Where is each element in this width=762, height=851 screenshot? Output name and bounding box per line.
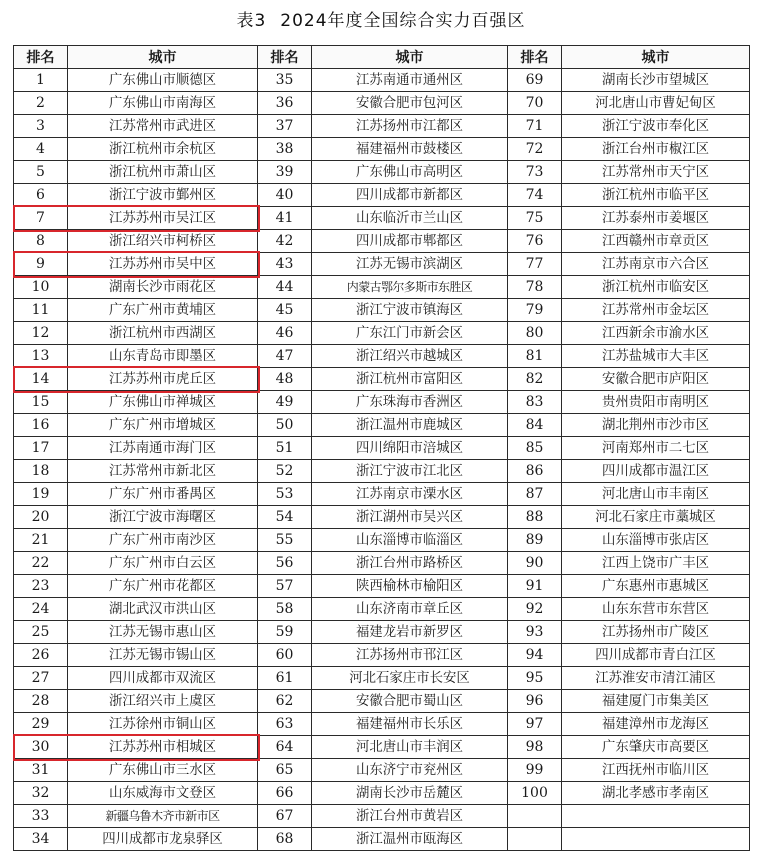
rank-cell: 48 (258, 368, 312, 391)
table-title (0, 6, 762, 36)
city-cell: 山东淄博市临淄区 (312, 529, 508, 552)
rank-cell: 99 (508, 759, 562, 782)
city-cell: 广东广州市南沙区 (68, 529, 258, 552)
rank-cell: 68 (258, 828, 312, 851)
rank-cell: 59 (258, 621, 312, 644)
rank-cell: 17 (14, 437, 68, 460)
city-cell: 湖北荆州市沙市区 (562, 414, 750, 437)
city-cell: 江苏常州市武进区 (68, 115, 258, 138)
rank-cell: 44 (258, 276, 312, 299)
rank-header: 排名 (508, 46, 562, 69)
rank-cell: 84 (508, 414, 562, 437)
city-cell: 福建厦门市集美区 (562, 690, 750, 713)
rank-cell: 19 (14, 483, 68, 506)
rank-cell: 24 (14, 598, 68, 621)
table-row (14, 69, 750, 92)
city-cell: 江西新余市渝水区 (562, 322, 750, 345)
table-row (14, 345, 750, 368)
city-cell: 江苏南京市溧水区 (312, 483, 508, 506)
rank-cell: 74 (508, 184, 562, 207)
rank-cell: 54 (258, 506, 312, 529)
city-cell: 江苏扬州市邗江区 (312, 644, 508, 667)
rank-cell: 53 (258, 483, 312, 506)
table-row (14, 483, 750, 506)
rank-cell: 16 (14, 414, 68, 437)
rank-cell: 39 (258, 161, 312, 184)
city-cell: 福建福州市长乐区 (312, 713, 508, 736)
rank-cell: 77 (508, 253, 562, 276)
city-cell: 山东临沂市兰山区 (312, 207, 508, 230)
rank-cell: 28 (14, 690, 68, 713)
rank-cell: 92 (508, 598, 562, 621)
rank-cell: 11 (14, 299, 68, 322)
city-cell: 江苏常州市新北区 (68, 460, 258, 483)
city-cell: 山东威海市文登区 (68, 782, 258, 805)
city-cell: 浙江绍兴市上虞区 (68, 690, 258, 713)
city-cell: 河北石家庄市藁城区 (562, 506, 750, 529)
rank-cell: 75 (508, 207, 562, 230)
city-cell: 河北唐山市曹妃甸区 (562, 92, 750, 115)
city-cell: 江苏常州市金坛区 (562, 299, 750, 322)
table-row (14, 575, 750, 598)
rank-cell: 85 (508, 437, 562, 460)
rank-cell: 14 (14, 368, 68, 391)
rank-cell: 2 (14, 92, 68, 115)
city-cell: 浙江杭州市临平区 (562, 184, 750, 207)
city-cell: 江苏苏州市虎丘区 (68, 368, 258, 391)
city-cell: 江苏无锡市惠山区 (68, 621, 258, 644)
city-cell: 广东广州市白云区 (68, 552, 258, 575)
city-cell: 广东佛山市禅城区 (68, 391, 258, 414)
rank-cell: 100 (508, 782, 562, 805)
table-row (14, 621, 750, 644)
city-cell: 广东广州市番禺区 (68, 483, 258, 506)
city-cell: 江西上饶市广丰区 (562, 552, 750, 575)
city-cell: 浙江温州市瓯海区 (312, 828, 508, 851)
rank-cell: 42 (258, 230, 312, 253)
empty-cell (562, 828, 750, 851)
rank-cell: 45 (258, 299, 312, 322)
table-row (14, 138, 750, 161)
city-cell: 江西赣州市章贡区 (562, 230, 750, 253)
rank-cell: 61 (258, 667, 312, 690)
city-cell: 湖北武汉市洪山区 (68, 598, 258, 621)
city-cell: 江苏徐州市铜山区 (68, 713, 258, 736)
rank-cell: 97 (508, 713, 562, 736)
rank-cell: 37 (258, 115, 312, 138)
rank-cell: 52 (258, 460, 312, 483)
rank-cell: 23 (14, 575, 68, 598)
table-row (14, 230, 750, 253)
rank-cell: 40 (258, 184, 312, 207)
table-row (14, 644, 750, 667)
city-cell: 浙江湖州市吴兴区 (312, 506, 508, 529)
table-header-row (14, 46, 750, 69)
table-row (14, 736, 750, 759)
rank-cell: 8 (14, 230, 68, 253)
city-header: 城市 (68, 46, 258, 69)
table-row (14, 414, 750, 437)
city-cell: 江苏无锡市滨湖区 (312, 253, 508, 276)
city-cell: 四川成都市双流区 (68, 667, 258, 690)
rank-cell: 32 (14, 782, 68, 805)
rank-cell: 81 (508, 345, 562, 368)
rank-cell: 15 (14, 391, 68, 414)
city-cell: 广东广州市花都区 (68, 575, 258, 598)
city-cell: 内蒙古鄂尔多斯市东胜区 (312, 276, 508, 299)
rank-cell: 89 (508, 529, 562, 552)
city-cell: 湖北孝感市孝南区 (562, 782, 750, 805)
city-cell: 福建龙岩市新罗区 (312, 621, 508, 644)
empty-cell (562, 805, 750, 828)
rank-cell: 29 (14, 713, 68, 736)
city-cell: 浙江杭州市富阳区 (312, 368, 508, 391)
rank-cell: 7 (14, 207, 68, 230)
city-cell: 广东佛山市高明区 (312, 161, 508, 184)
rank-cell: 82 (508, 368, 562, 391)
rank-cell: 69 (508, 69, 562, 92)
rank-cell: 56 (258, 552, 312, 575)
rank-cell: 47 (258, 345, 312, 368)
rank-cell: 3 (14, 115, 68, 138)
city-cell: 河北唐山市丰润区 (312, 736, 508, 759)
rank-header: 排名 (14, 46, 68, 69)
city-header: 城市 (312, 46, 508, 69)
table-row (14, 92, 750, 115)
rank-cell: 66 (258, 782, 312, 805)
rank-cell: 38 (258, 138, 312, 161)
rank-header: 排名 (258, 46, 312, 69)
rank-cell: 87 (508, 483, 562, 506)
rank-cell: 90 (508, 552, 562, 575)
city-cell: 江苏无锡市锡山区 (68, 644, 258, 667)
city-cell: 浙江绍兴市越城区 (312, 345, 508, 368)
city-cell: 湖南长沙市望城区 (562, 69, 750, 92)
rank-cell: 67 (258, 805, 312, 828)
city-cell: 江苏泰州市姜堰区 (562, 207, 750, 230)
rank-cell: 80 (508, 322, 562, 345)
city-cell: 福建漳州市龙海区 (562, 713, 750, 736)
table-title-text: 2024年度全国综合实力百强区 (280, 11, 526, 31)
rank-cell: 46 (258, 322, 312, 345)
city-cell: 河北石家庄市长安区 (312, 667, 508, 690)
city-cell: 江苏南通市海门区 (68, 437, 258, 460)
city-header: 城市 (562, 46, 750, 69)
city-cell: 广东广州市黄埔区 (68, 299, 258, 322)
city-cell: 江苏扬州市广陵区 (562, 621, 750, 644)
rank-cell: 88 (508, 506, 562, 529)
city-cell: 广东佛山市顺德区 (68, 69, 258, 92)
rank-cell: 4 (14, 138, 68, 161)
city-cell: 山东淄博市张店区 (562, 529, 750, 552)
city-cell: 湖南长沙市雨花区 (68, 276, 258, 299)
table-row (14, 506, 750, 529)
ranking-table (13, 45, 750, 851)
table-number: 表3 (236, 11, 267, 31)
rank-cell: 98 (508, 736, 562, 759)
rank-cell: 9 (14, 253, 68, 276)
table-row (14, 207, 750, 230)
city-cell: 四川成都市新都区 (312, 184, 508, 207)
city-cell: 安徽合肥市蜀山区 (312, 690, 508, 713)
rank-cell: 43 (258, 253, 312, 276)
city-cell: 浙江绍兴市柯桥区 (68, 230, 258, 253)
table-row (14, 299, 750, 322)
rank-cell: 36 (258, 92, 312, 115)
city-cell: 四川成都市龙泉驿区 (68, 828, 258, 851)
rank-cell: 20 (14, 506, 68, 529)
rank-cell: 94 (508, 644, 562, 667)
rank-cell: 18 (14, 460, 68, 483)
table-row (14, 828, 750, 851)
rank-cell: 65 (258, 759, 312, 782)
table-row (14, 253, 750, 276)
city-cell: 浙江宁波市鄞州区 (68, 184, 258, 207)
table-row (14, 667, 750, 690)
city-cell: 河北唐山市丰南区 (562, 483, 750, 506)
city-cell: 浙江温州市鹿城区 (312, 414, 508, 437)
table-row (14, 598, 750, 621)
city-cell: 江苏南通市通州区 (312, 69, 508, 92)
rank-cell: 86 (508, 460, 562, 483)
table-row (14, 368, 750, 391)
city-cell: 广东肇庆市高要区 (562, 736, 750, 759)
table-row (14, 115, 750, 138)
rank-cell: 22 (14, 552, 68, 575)
city-cell: 江苏苏州市吴江区 (68, 207, 258, 230)
rank-cell: 72 (508, 138, 562, 161)
rank-cell: 26 (14, 644, 68, 667)
table-row (14, 529, 750, 552)
city-cell: 浙江宁波市镇海区 (312, 299, 508, 322)
city-cell: 江苏淮安市清江浦区 (562, 667, 750, 690)
rank-cell: 63 (258, 713, 312, 736)
rank-cell: 21 (14, 529, 68, 552)
city-cell: 安徽合肥市包河区 (312, 92, 508, 115)
city-cell: 江西抚州市临川区 (562, 759, 750, 782)
city-cell: 浙江台州市黄岩区 (312, 805, 508, 828)
rank-cell: 1 (14, 69, 68, 92)
rank-cell: 60 (258, 644, 312, 667)
city-cell: 江苏盐城市大丰区 (562, 345, 750, 368)
city-cell: 四川成都市郫都区 (312, 230, 508, 253)
rank-cell: 35 (258, 69, 312, 92)
table-row (14, 782, 750, 805)
rank-cell: 95 (508, 667, 562, 690)
table-row (14, 759, 750, 782)
city-cell: 四川绵阳市涪城区 (312, 437, 508, 460)
city-cell: 浙江宁波市奉化区 (562, 115, 750, 138)
rank-cell: 30 (14, 736, 68, 759)
city-cell: 福建福州市鼓楼区 (312, 138, 508, 161)
table-row (14, 437, 750, 460)
city-cell: 广东江门市新会区 (312, 322, 508, 345)
rank-cell: 55 (258, 529, 312, 552)
rank-cell: 64 (258, 736, 312, 759)
city-cell: 四川成都市温江区 (562, 460, 750, 483)
city-cell: 浙江杭州市萧山区 (68, 161, 258, 184)
table-row (14, 276, 750, 299)
city-cell: 浙江杭州市余杭区 (68, 138, 258, 161)
city-cell: 江苏常州市天宁区 (562, 161, 750, 184)
rank-cell: 41 (258, 207, 312, 230)
city-cell: 山东青岛市即墨区 (68, 345, 258, 368)
empty-cell (508, 805, 562, 828)
rank-cell: 34 (14, 828, 68, 851)
rank-cell: 50 (258, 414, 312, 437)
table-row (14, 552, 750, 575)
city-cell: 广东广州市增城区 (68, 414, 258, 437)
city-cell: 山东东营市东营区 (562, 598, 750, 621)
table-row (14, 690, 750, 713)
rank-cell: 76 (508, 230, 562, 253)
city-cell: 陕西榆林市榆阳区 (312, 575, 508, 598)
rank-cell: 51 (258, 437, 312, 460)
rank-cell: 27 (14, 667, 68, 690)
city-cell: 广东佛山市三水区 (68, 759, 258, 782)
table-row (14, 161, 750, 184)
rank-cell: 5 (14, 161, 68, 184)
rank-cell: 6 (14, 184, 68, 207)
city-cell: 贵州贵阳市南明区 (562, 391, 750, 414)
rank-cell: 57 (258, 575, 312, 598)
rank-cell: 31 (14, 759, 68, 782)
city-cell: 广东佛山市南海区 (68, 92, 258, 115)
table-row (14, 805, 750, 828)
city-cell: 山东济南市章丘区 (312, 598, 508, 621)
city-cell: 新疆乌鲁木齐市新市区 (68, 805, 258, 828)
rank-cell: 83 (508, 391, 562, 414)
table-row (14, 322, 750, 345)
city-cell: 浙江杭州市临安区 (562, 276, 750, 299)
city-cell: 江苏苏州市相城区 (68, 736, 258, 759)
city-cell: 安徽合肥市庐阳区 (562, 368, 750, 391)
rank-cell: 73 (508, 161, 562, 184)
rank-cell: 78 (508, 276, 562, 299)
rank-cell: 70 (508, 92, 562, 115)
city-cell: 浙江杭州市西湖区 (68, 322, 258, 345)
rank-cell: 79 (508, 299, 562, 322)
city-cell: 浙江台州市路桥区 (312, 552, 508, 575)
rank-cell: 10 (14, 276, 68, 299)
city-cell: 江苏苏州市吴中区 (68, 253, 258, 276)
rank-cell: 58 (258, 598, 312, 621)
city-cell: 河南郑州市二七区 (562, 437, 750, 460)
rank-cell: 62 (258, 690, 312, 713)
city-cell: 四川成都市青白江区 (562, 644, 750, 667)
rank-cell: 25 (14, 621, 68, 644)
city-cell: 浙江宁波市江北区 (312, 460, 508, 483)
table-row (14, 391, 750, 414)
city-cell: 山东济宁市兖州区 (312, 759, 508, 782)
city-cell: 江苏扬州市江都区 (312, 115, 508, 138)
rank-cell: 33 (14, 805, 68, 828)
table-row (14, 713, 750, 736)
city-cell: 浙江台州市椒江区 (562, 138, 750, 161)
rank-cell: 91 (508, 575, 562, 598)
rank-cell: 96 (508, 690, 562, 713)
rank-cell: 93 (508, 621, 562, 644)
rank-cell: 49 (258, 391, 312, 414)
city-cell: 湖南长沙市岳麓区 (312, 782, 508, 805)
city-cell: 广东惠州市惠城区 (562, 575, 750, 598)
table-row (14, 184, 750, 207)
empty-cell (508, 828, 562, 851)
rank-cell: 12 (14, 322, 68, 345)
city-cell: 江苏南京市六合区 (562, 253, 750, 276)
city-cell: 浙江宁波市海曙区 (68, 506, 258, 529)
table-row (14, 460, 750, 483)
rank-cell: 13 (14, 345, 68, 368)
city-cell: 广东珠海市香洲区 (312, 391, 508, 414)
rank-cell: 71 (508, 115, 562, 138)
